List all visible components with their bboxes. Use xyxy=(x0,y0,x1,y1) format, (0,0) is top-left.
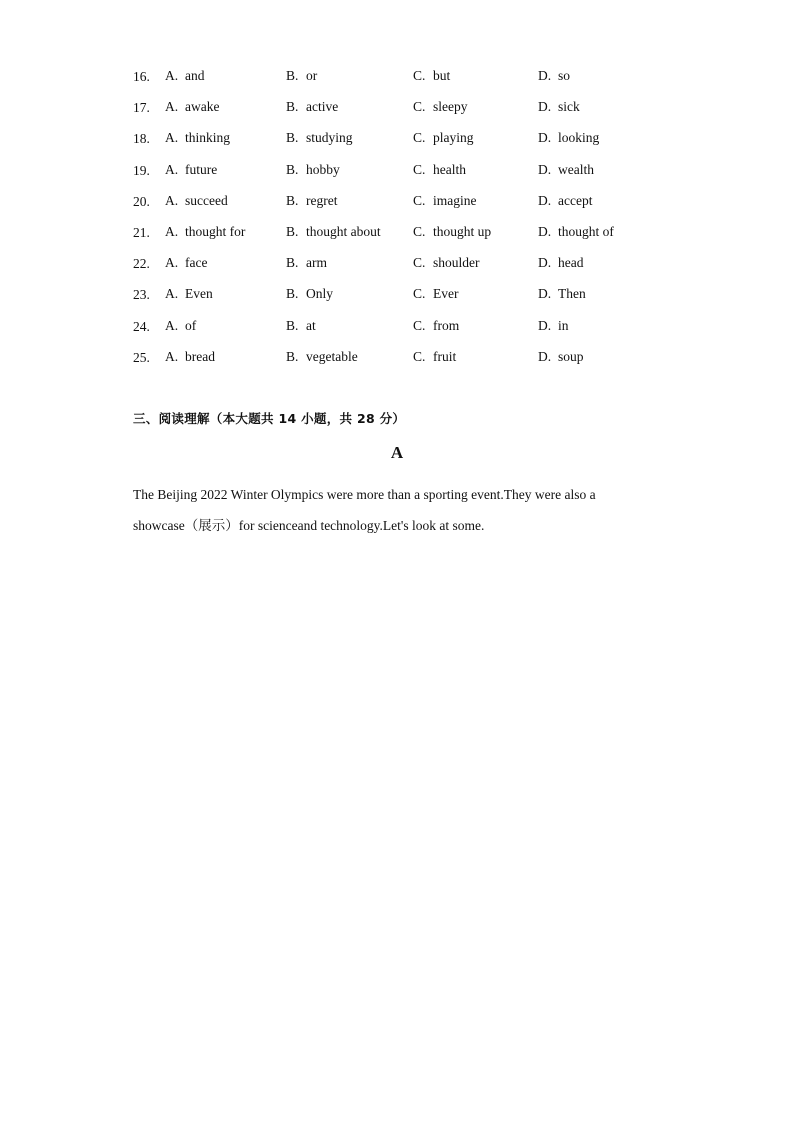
option-text: thought of xyxy=(558,223,614,239)
option-text: in xyxy=(558,317,569,333)
option-text: thought about xyxy=(306,223,381,239)
option-text: looking xyxy=(558,130,600,146)
option-b: B. regret xyxy=(286,192,338,208)
option-d: D. thought of xyxy=(538,223,614,239)
option-text: imagine xyxy=(433,192,477,208)
option-b: B. hobby xyxy=(286,161,340,177)
option-c: C. health xyxy=(413,161,466,177)
option-text: or xyxy=(306,68,318,83)
question-row xyxy=(133,95,693,126)
option-c: C. imagine xyxy=(413,192,477,208)
passage-text xyxy=(133,479,633,541)
option-text: thought for xyxy=(185,223,246,239)
option-b: B. Only xyxy=(286,286,333,302)
option-text: succeed xyxy=(185,192,228,208)
option-a: A. future xyxy=(165,161,218,177)
option-b: B. active xyxy=(286,99,339,115)
option-text: wealth xyxy=(558,161,594,177)
question-number: 17. xyxy=(133,100,150,116)
choice-question-list xyxy=(133,64,693,376)
option-text: thinking xyxy=(185,130,231,146)
option-a: A. and xyxy=(165,68,205,83)
option-text: fruit xyxy=(433,348,457,364)
option-text: at xyxy=(306,317,316,333)
question-number: 19. xyxy=(133,162,150,178)
option-text: and xyxy=(185,68,205,83)
option-text: shoulder xyxy=(433,255,480,271)
option-text: Ever xyxy=(433,286,459,302)
option-b: B. thought about xyxy=(286,223,381,239)
option-text: soup xyxy=(558,348,584,364)
option-text: future xyxy=(185,161,218,177)
option-text: from xyxy=(433,317,460,333)
option-a: A. thought for xyxy=(165,223,246,239)
passage-label: A xyxy=(390,443,404,462)
option-text: sick xyxy=(558,99,580,115)
option-a: A. bread xyxy=(165,348,215,364)
question-row xyxy=(133,282,693,313)
option-text: playing xyxy=(433,130,474,146)
option-text: active xyxy=(306,99,339,115)
option-text: accept xyxy=(558,192,593,208)
option-c: C. Ever xyxy=(413,286,459,302)
option-a: A. succeed xyxy=(165,192,228,208)
option-text: head xyxy=(558,255,584,271)
option-text: of xyxy=(185,317,197,333)
passage-line: The Beijing 2022 Winter Olympics were more than a sporting event.They were also a xyxy=(133,487,596,502)
option-a: A. of xyxy=(165,317,197,333)
option-text: thought up xyxy=(433,223,492,239)
option-a: A. awake xyxy=(165,99,220,115)
question-row xyxy=(133,345,693,376)
option-c: C. from xyxy=(413,317,460,333)
option-d: D. in xyxy=(538,317,569,333)
question-number: 20. xyxy=(133,193,150,209)
option-text: Only xyxy=(306,286,333,302)
question-row xyxy=(133,126,693,157)
option-d: D. looking xyxy=(538,130,600,146)
question-number: 25. xyxy=(133,349,150,365)
option-text: Even xyxy=(185,286,213,302)
option-d: D. sick xyxy=(538,99,580,115)
option-text: regret xyxy=(306,192,338,208)
question-number: 22. xyxy=(133,256,150,272)
option-text: face xyxy=(185,255,208,271)
option-text: but xyxy=(433,68,451,83)
option-text: Then xyxy=(558,286,586,302)
option-d: D. wealth xyxy=(538,161,594,177)
option-d: D. accept xyxy=(538,192,593,208)
question-row xyxy=(133,64,693,95)
option-b: B. at xyxy=(286,317,316,333)
option-text: bread xyxy=(185,348,215,364)
question-number: 16. xyxy=(133,69,150,84)
question-number: 18. xyxy=(133,131,150,147)
option-text: hobby xyxy=(306,161,340,177)
option-d: D. head xyxy=(538,255,584,271)
question-row xyxy=(133,251,693,282)
option-text: studying xyxy=(306,130,353,146)
option-text: health xyxy=(433,161,466,177)
option-text: arm xyxy=(306,255,327,271)
option-b: B. vegetable xyxy=(286,348,358,364)
option-c: C. shoulder xyxy=(413,255,480,271)
option-a: A. face xyxy=(165,255,208,271)
question-row xyxy=(133,158,693,189)
option-c: C. fruit xyxy=(413,348,457,364)
question-row xyxy=(133,189,693,220)
option-a: A. thinking xyxy=(165,130,231,146)
option-text: sleepy xyxy=(433,99,468,115)
option-d: D. so xyxy=(538,68,571,83)
question-number: 23. xyxy=(133,287,150,303)
option-a: A. Even xyxy=(165,286,213,302)
option-text: vegetable xyxy=(306,348,358,364)
question-row xyxy=(133,314,693,345)
option-d: D. Then xyxy=(538,286,586,302)
option-b: B. arm xyxy=(286,255,327,271)
section-title: 三、阅读理解（本大题共 14 小题，共 28 分） xyxy=(133,411,406,426)
option-d: D. soup xyxy=(538,348,584,364)
option-c: C. sleepy xyxy=(413,99,468,115)
question-number: 21. xyxy=(133,224,150,240)
question-number: 24. xyxy=(133,318,150,334)
option-b: B. or xyxy=(286,68,318,83)
option-text: so xyxy=(558,68,571,83)
question-row xyxy=(133,220,693,251)
option-b: B. studying xyxy=(286,130,353,146)
option-c: C. playing xyxy=(413,130,474,146)
passage-line: showcase（展示）for scienceand technology.Let's look at some. xyxy=(133,518,485,533)
option-c: C. thought up xyxy=(413,223,492,239)
option-c: C. but xyxy=(413,68,451,83)
option-text: awake xyxy=(185,99,220,115)
